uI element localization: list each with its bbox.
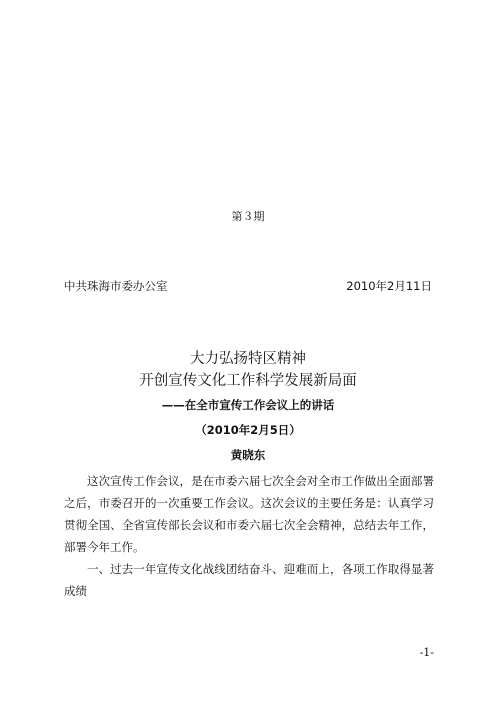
paragraph-intro: 这次宣传工作会议，是在市委六届七次全会对全市工作做出全面部署之后，市委召开的一次重要工作会议。这次会议的主要任务是：认真学习贯彻全国、全省宣传部长会议和市委六届七次全会精神，总结去年工作，部署今年工作。 [64, 474, 434, 554]
speech-date: （2010年2月5日） [195, 423, 301, 437]
page-number: -1- [419, 646, 434, 659]
title-block [0, 348, 496, 466]
header-meta-row [64, 278, 432, 294]
issue-date: 2010年2月11日 [346, 279, 432, 293]
section-heading-1: 一、过去一年宣传文化战线团结奋斗、迎难而上，各项工作取得显著成绩 [64, 562, 434, 598]
main-title-line-1: 大力弘扬特区精神 [190, 351, 306, 367]
body-text [64, 470, 434, 602]
main-title-line-2: 开创宣传文化工作科学发展新局面 [139, 373, 357, 389]
subtitle: ——在全市宣传工作会议上的讲话 [161, 398, 335, 412]
issue-number: 第３期 [231, 210, 265, 223]
author-name: 黄晓东 [230, 448, 266, 462]
issuer-name: 中共珠海市委办公室 [64, 279, 168, 293]
